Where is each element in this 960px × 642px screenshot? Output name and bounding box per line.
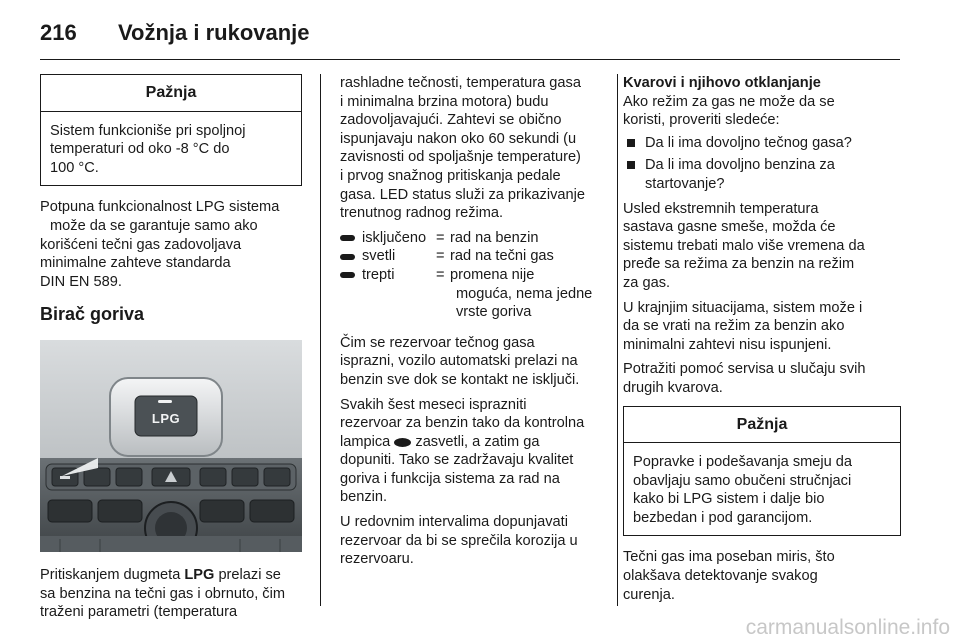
page-number: 216 bbox=[40, 20, 77, 45]
led-dash-icon bbox=[340, 254, 355, 260]
paragraph-six-months bbox=[340, 396, 602, 508]
legend-state: isključeno bbox=[362, 229, 427, 246]
notice-line: obavljaju samo obučeni stručnjaci bbox=[633, 472, 852, 489]
paragraph-gas-smell bbox=[623, 548, 901, 604]
column-2 bbox=[340, 74, 602, 569]
legend-meaning bbox=[450, 266, 602, 322]
text-line: dopuniti. Tako se zadržavaju kvalitet bbox=[340, 452, 574, 469]
warning-lamp-icon bbox=[394, 438, 411, 447]
text-line: rezervoar da bi se sprečila korozija u bbox=[340, 532, 578, 549]
text-line: za gas. bbox=[623, 274, 671, 291]
column-divider-2 bbox=[617, 74, 618, 606]
text-line: da se vrati na režim za benzin ako bbox=[623, 318, 845, 335]
legend-meaning: rad na tečni gas bbox=[450, 248, 554, 265]
column-divider-1 bbox=[320, 74, 321, 606]
legend-equals: = bbox=[436, 229, 445, 246]
text-fragment: lampica bbox=[340, 433, 395, 450]
bullet-text bbox=[645, 156, 901, 193]
text-line: korišćeni tečni gas zadovoljava bbox=[40, 236, 242, 253]
text-line: gasa. LED status služi za prikazivanje bbox=[340, 186, 585, 203]
page-title: Vožnja i rukovanje bbox=[118, 20, 310, 45]
legend-equals: = bbox=[436, 248, 445, 265]
paragraph-empty-tank bbox=[340, 334, 602, 390]
text-line: rezervoaru. bbox=[340, 551, 414, 568]
legend-state: svetli bbox=[362, 248, 396, 265]
legend-state: trepti bbox=[362, 266, 395, 283]
watermark: carmanualsonline.info bbox=[745, 616, 950, 639]
text-line: sa benzina na tečni gas i obrnuto, čim bbox=[40, 585, 285, 602]
text-line: Potražiti pomoć servisa u slučaju svih bbox=[623, 361, 866, 378]
notice-line: temperaturi od oko -8 °C do bbox=[50, 141, 230, 158]
text-line: DIN EN 589. bbox=[40, 273, 122, 290]
notice-line: kako bi LPG sistem i dalje bio bbox=[633, 491, 825, 508]
paragraph-lpg-functionality bbox=[40, 198, 302, 291]
text-line: Da li ima dovoljno benzina za bbox=[645, 157, 835, 174]
text-line: i prvog snažnog pritiskanja pedale bbox=[340, 167, 561, 184]
text-line: olakšava detektovanje svakog bbox=[623, 568, 818, 585]
text-line: moguća, nema jedne bbox=[456, 285, 593, 302]
notice-body bbox=[41, 112, 301, 186]
paragraph-conditions bbox=[340, 74, 602, 223]
text-line: goriva i funkcija sistema za rad na bbox=[340, 470, 560, 487]
column-3 bbox=[623, 74, 901, 604]
text-line: sastava gasne smeše, možda će bbox=[623, 219, 836, 236]
text-line: Svakih šest meseci isprazniti bbox=[340, 396, 527, 413]
header-rule bbox=[40, 59, 900, 60]
text-line: Usled ekstremnih temperatura bbox=[623, 200, 819, 217]
text-line: Tečni gas ima poseban miris, što bbox=[623, 549, 835, 566]
legend-meaning: rad na benzin bbox=[450, 229, 539, 246]
bullet-square-icon bbox=[627, 161, 635, 169]
legend-row-off bbox=[340, 229, 602, 248]
text-line: sistemu trebati malo više vremena da bbox=[623, 237, 865, 254]
paragraph-extreme-temps bbox=[623, 200, 901, 293]
notice-body bbox=[624, 443, 900, 535]
text-line: Potpuna funkcionalnost LPG sistema bbox=[40, 199, 280, 216]
lpg-keyword: LPG bbox=[184, 566, 215, 583]
page-header bbox=[40, 20, 310, 50]
bullet-item bbox=[623, 156, 901, 193]
troubleshooting-heading: Kvarovi i njihovo otklanjanje bbox=[623, 75, 821, 91]
text-line: minimalne zahteve standarda bbox=[40, 255, 231, 272]
notice-line: Sistem funkcioniše pri spoljnoj bbox=[50, 122, 246, 139]
notice-line: 100 °C. bbox=[50, 159, 99, 176]
notice-line: Popravke i podešavanja smeju da bbox=[633, 454, 853, 471]
column-1 bbox=[40, 74, 302, 622]
text-line: rezervoar za benzin tako da kontrolna bbox=[340, 415, 585, 432]
text-line: promena nije bbox=[450, 266, 535, 283]
notice-title: Pažnja bbox=[624, 407, 900, 444]
paragraph-intro bbox=[623, 93, 901, 130]
text-line: zavisnosti od spoljašnje temperature) bbox=[340, 149, 581, 166]
paragraph-extreme-situations bbox=[623, 299, 901, 355]
paragraph-regular-refill bbox=[340, 513, 602, 569]
text-line: može da se garantuje samo ako bbox=[50, 217, 258, 234]
text-line: startovanje? bbox=[645, 175, 725, 192]
text-line: traženi parametri (temperatura bbox=[40, 604, 238, 621]
section-heading: Birač goriva bbox=[40, 304, 145, 325]
notice-box-temperature bbox=[40, 74, 302, 186]
notice-line: bezbedan i pod garancijom. bbox=[633, 509, 813, 526]
text-line: U krajnjim situacijama, sistem može i bbox=[623, 299, 863, 316]
paragraph-service bbox=[623, 360, 901, 397]
text-line: zadovoljavajući. Zahtevi se obično bbox=[340, 112, 562, 129]
text-line: trenutnog radnog režima. bbox=[340, 205, 504, 222]
text-line: i minimalna brzina motora) budu bbox=[340, 93, 549, 110]
lpg-button-label: LPG bbox=[151, 410, 181, 426]
text-fragment: Pritiskanjem dugmeta bbox=[40, 566, 185, 583]
led-dash-icon bbox=[340, 235, 355, 241]
bullet-square-icon bbox=[627, 139, 635, 147]
text-line: ispunjavaju nakon oko 60 sekundi (u bbox=[340, 130, 577, 147]
notice-box-repairs bbox=[623, 406, 901, 537]
bullet-item bbox=[623, 134, 901, 153]
legend-row-lit bbox=[340, 247, 602, 266]
bullet-text: Da li ima dovoljno tečnog gasa? bbox=[645, 134, 852, 151]
text-line: curenja. bbox=[623, 586, 675, 603]
legend-equals: = bbox=[436, 266, 445, 283]
led-dash-icon bbox=[340, 272, 355, 278]
dashboard-illustration bbox=[40, 340, 302, 552]
text-line: U redovnim intervalima dopunjavati bbox=[340, 514, 568, 531]
notice-title: Pažnja bbox=[41, 75, 301, 112]
text-fragment: zasvetli, a zatim ga bbox=[411, 433, 540, 450]
text-line: benzin. bbox=[340, 489, 388, 506]
legend-row-flashing bbox=[340, 266, 602, 322]
led-status-legend bbox=[340, 229, 602, 322]
text-line: pređe sa režima za benzin na režim bbox=[623, 256, 855, 273]
text-line: Ako režim za gas ne može da se bbox=[623, 93, 835, 110]
text-line: isprazni, vozilo automatski prelazi na bbox=[340, 353, 578, 370]
text-line: minimalni zahtevi nisu ispunjeni. bbox=[623, 336, 832, 353]
text-line: vrste goriva bbox=[456, 304, 532, 321]
text-line: Čim se rezervoar tečnog gasa bbox=[340, 334, 535, 351]
text-line: drugih kvarova. bbox=[623, 379, 723, 396]
paragraph-lpg-button bbox=[40, 566, 302, 622]
text-line: koristi, proveriti sledeće: bbox=[623, 112, 780, 129]
text-fragment: prelazi se bbox=[214, 566, 281, 583]
text-line: benzin sve dok se kontakt ne isključi. bbox=[340, 371, 580, 388]
fuel-selector-photo bbox=[40, 340, 302, 552]
text-line: rashladne tečnosti, temperatura gasa bbox=[340, 75, 581, 91]
